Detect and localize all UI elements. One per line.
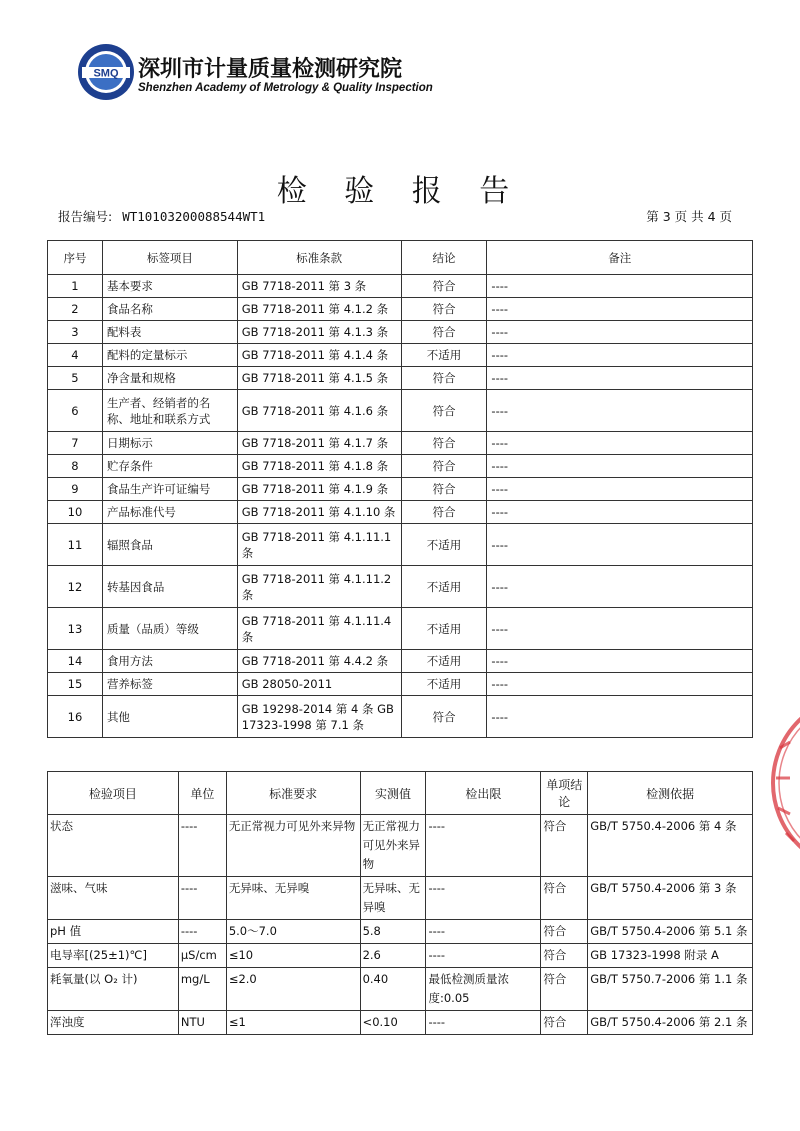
measured-value: 无正常视力可见外来异物 [360,815,426,877]
table-row [48,275,753,298]
unit: ---- [178,877,226,920]
test-item: 状态 [48,815,179,877]
row-number: 2 [48,298,103,321]
standard-clause: GB 7718-2011 第 4.1.5 条 [237,367,401,390]
col-header: 标准条款 [237,241,401,275]
table-row [48,673,753,696]
row-number: 9 [48,478,103,501]
unit: ---- [178,815,226,877]
standard-clause: GB 7718-2011 第 4.1.8 条 [237,455,401,478]
conclusion: 符合 [401,367,487,390]
test-item: 耗氧量(以 O₂ 计) [48,968,179,1011]
remark: ---- [487,455,753,478]
conclusion: 符合 [401,501,487,524]
label-item: 贮存条件 [102,455,237,478]
unit: NTU [178,1011,226,1035]
table-row [48,524,753,566]
table-row [48,877,753,920]
label-item: 日期标示 [102,432,237,455]
table-row [48,390,753,432]
label-check-table [47,240,753,738]
standard-clause: GB 7718-2011 第 4.1.11.1 条 [237,524,401,566]
detection-limit: ---- [426,920,541,944]
label-item: 营养标签 [102,673,237,696]
item-conclusion: 符合 [541,877,588,920]
test-basis: GB/T 5750.4-2006 第 2.1 条 [588,1011,753,1035]
label-item: 辐照食品 [102,524,237,566]
standard-clause: GB 7718-2011 第 4.4.2 条 [237,650,401,673]
remark: ---- [487,478,753,501]
test-basis: GB 17323-1998 附录 A [588,944,753,968]
table-row [48,920,753,944]
col-header: 检测依据 [588,772,753,815]
col-header: 序号 [48,241,103,275]
row-number: 12 [48,566,103,608]
col-header: 标准要求 [226,772,360,815]
unit: mg/L [178,968,226,1011]
label-item: 质量（品质）等级 [102,608,237,650]
test-item: 浑浊度 [48,1011,179,1035]
label-item: 食品生产许可证编号 [102,478,237,501]
test-item: 滋味、气味 [48,877,179,920]
col-header: 标签项目 [102,241,237,275]
standard-clause: GB 7718-2011 第 4.1.3 条 [237,321,401,344]
standard-clause: GB 7718-2011 第 4.1.11.2 条 [237,566,401,608]
standard-clause: GB 7718-2011 第 4.1.11.4 条 [237,608,401,650]
table-row [48,608,753,650]
table-row [48,815,753,877]
test-item: pH 值 [48,920,179,944]
conclusion: 符合 [401,696,487,738]
table-header-row [48,772,753,815]
standard-clause: GB 7718-2011 第 3 条 [237,275,401,298]
detection-limit: ---- [426,877,541,920]
label-item: 食用方法 [102,650,237,673]
detection-limit: 最低检测质量浓度:0.05 [426,968,541,1011]
standard-requirement: 5.0～7.0 [226,920,360,944]
table-row [48,367,753,390]
table-row [48,298,753,321]
measured-value: 无异味、无异嗅 [360,877,426,920]
standard-clause: GB 7718-2011 第 4.1.7 条 [237,432,401,455]
col-header: 单位 [178,772,226,815]
table-row [48,321,753,344]
remark: ---- [487,566,753,608]
row-number: 10 [48,501,103,524]
detection-limit: ---- [426,1011,541,1035]
col-header: 结论 [401,241,487,275]
col-header: 检验项目 [48,772,179,815]
remark: ---- [487,321,753,344]
col-header: 备注 [487,241,753,275]
remark: ---- [487,650,753,673]
table-row [48,650,753,673]
smq-logo-icon [76,42,136,102]
item-conclusion: 符合 [541,920,588,944]
remark: ---- [487,275,753,298]
col-header: 单项结论 [541,772,588,815]
org-name-en: Shenzhen Academy of Metrology & Quality Inspection [138,82,433,94]
remark: ---- [487,344,753,367]
label-item: 转基因食品 [102,566,237,608]
item-conclusion: 符合 [541,968,588,1011]
label-table-body [48,275,753,738]
unit: ---- [178,920,226,944]
item-conclusion: 符合 [541,1011,588,1035]
standard-clause: GB 7718-2011 第 4.1.10 条 [237,501,401,524]
label-item: 其他 [102,696,237,738]
conclusion: 符合 [401,455,487,478]
remark: ---- [487,298,753,321]
label-item: 产品标准代号 [102,501,237,524]
label-item: 配料表 [102,321,237,344]
remark: ---- [487,367,753,390]
test-results-table [47,771,753,1035]
standard-clause: GB 28050-2011 [237,673,401,696]
row-number: 14 [48,650,103,673]
row-number: 1 [48,275,103,298]
logo-text: SMQ [93,67,119,80]
table-row [48,1011,753,1035]
row-number: 6 [48,390,103,432]
table-row [48,696,753,738]
remark: ---- [487,390,753,432]
measured-value: <0.10 [360,1011,426,1035]
conclusion: 不适用 [401,673,487,696]
row-number: 5 [48,367,103,390]
official-seal-stamp-icon [766,708,800,858]
conclusion: 不适用 [401,650,487,673]
table-header-row [48,241,753,275]
row-number: 13 [48,608,103,650]
row-number: 11 [48,524,103,566]
row-number: 15 [48,673,103,696]
standard-clause: GB 7718-2011 第 4.1.4 条 [237,344,401,367]
label-item: 食品名称 [102,298,237,321]
row-number: 8 [48,455,103,478]
org-name-cn: 深圳市计量质量检测研究院 [138,57,403,82]
row-number: 7 [48,432,103,455]
detection-limit: ---- [426,944,541,968]
table-row [48,501,753,524]
table-row [48,478,753,501]
standard-requirement: ≤1 [226,1011,360,1035]
col-header: 实测值 [360,772,426,815]
item-conclusion: 符合 [541,815,588,877]
measured-value: 0.40 [360,968,426,1011]
report-title: 检 验 报 告 [276,174,524,209]
remark: ---- [487,608,753,650]
remark: ---- [487,432,753,455]
label-item: 生产者、经销者的名称、地址和联系方式 [102,390,237,432]
report-number-value: WT10103200088544WT1 [122,209,266,224]
test-table-body [48,815,753,1035]
table-row [48,455,753,478]
unit: μS/cm [178,944,226,968]
row-number: 3 [48,321,103,344]
conclusion: 符合 [401,298,487,321]
row-number: 4 [48,344,103,367]
report-number-label: 报告编号: [58,209,113,224]
item-conclusion: 符合 [541,944,588,968]
standard-requirement: 无正常视力可见外来异物 [226,815,360,877]
conclusion: 不适用 [401,608,487,650]
measured-value: 2.6 [360,944,426,968]
standard-requirement: 无异味、无异嗅 [226,877,360,920]
test-basis: GB/T 5750.4-2006 第 4 条 [588,815,753,877]
label-item: 配料的定量标示 [102,344,237,367]
conclusion: 符合 [401,321,487,344]
row-number: 16 [48,696,103,738]
conclusion: 不适用 [401,524,487,566]
label-item: 基本要求 [102,275,237,298]
conclusion: 不适用 [401,566,487,608]
standard-clause: GB 7718-2011 第 4.1.2 条 [237,298,401,321]
standard-requirement: ≤2.0 [226,968,360,1011]
remark: ---- [487,501,753,524]
report-number [58,207,265,225]
remark: ---- [487,673,753,696]
conclusion: 不适用 [401,344,487,367]
test-basis: GB/T 5750.4-2006 第 3 条 [588,877,753,920]
remark: ---- [487,696,753,738]
standard-clause: GB 7718-2011 第 4.1.6 条 [237,390,401,432]
table-row [48,944,753,968]
report-header [76,42,496,108]
page-info: 第 3 页 共 4 页 [646,209,732,224]
label-item: 净含量和规格 [102,367,237,390]
conclusion: 符合 [401,478,487,501]
col-header: 检出限 [426,772,541,815]
standard-clause: GB 19298-2014 第 4 条 GB 17323-1998 第 7.1 条 [237,696,401,738]
conclusion: 符合 [401,275,487,298]
table-row [48,968,753,1011]
standard-requirement: ≤10 [226,944,360,968]
test-item: 电导率[(25±1)℃] [48,944,179,968]
table-row [48,344,753,367]
remark: ---- [487,524,753,566]
table-row [48,566,753,608]
standard-clause: GB 7718-2011 第 4.1.9 条 [237,478,401,501]
test-basis: GB/T 5750.4-2006 第 5.1 条 [588,920,753,944]
detection-limit: ---- [426,815,541,877]
table-row [48,432,753,455]
measured-value: 5.8 [360,920,426,944]
conclusion: 符合 [401,390,487,432]
conclusion: 符合 [401,432,487,455]
test-basis: GB/T 5750.7-2006 第 1.1 条 [588,968,753,1011]
